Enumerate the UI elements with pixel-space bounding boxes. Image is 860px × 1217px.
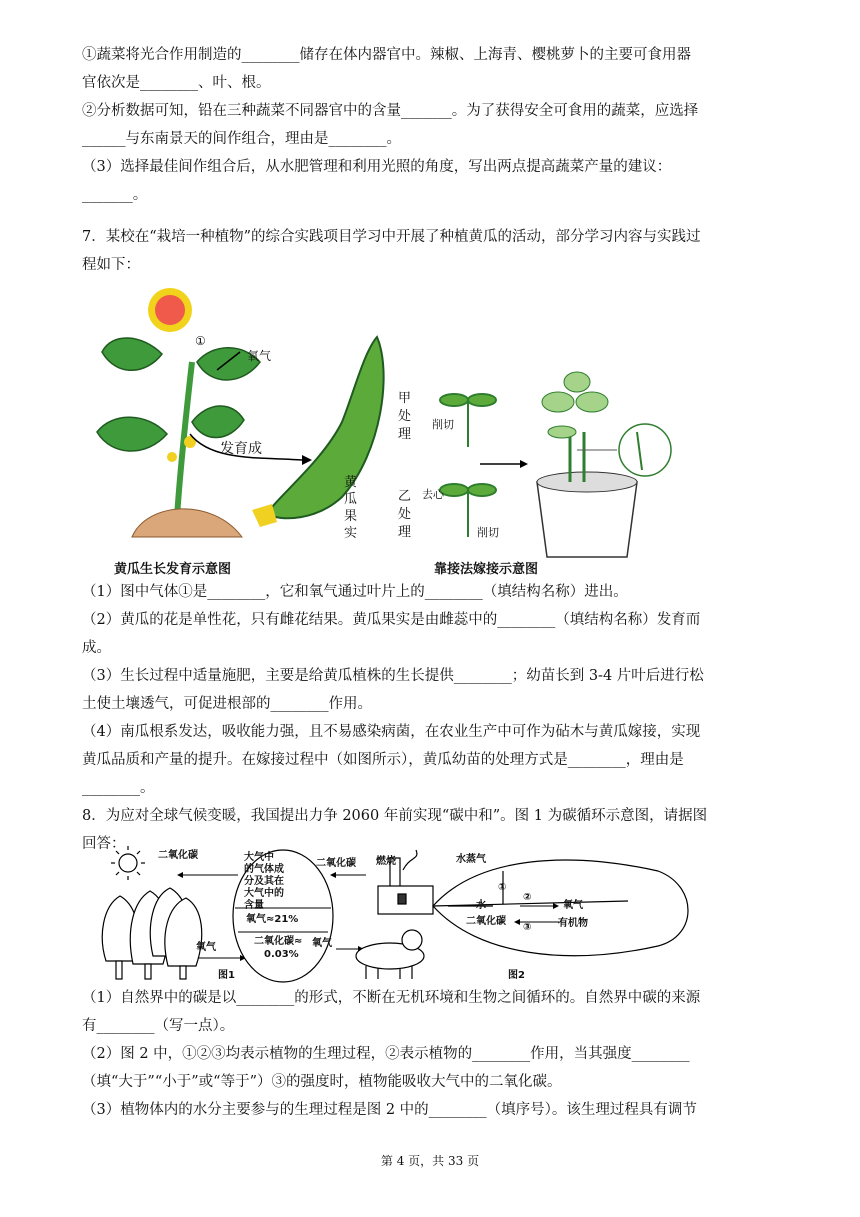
label-fig1: 图1 <box>218 970 235 981</box>
text-line: _______。 <box>82 187 148 203</box>
label-co2-pct-label: 二氧化碳≈ <box>254 936 303 947</box>
caption-graft: 靠接法嫁接示意图 <box>434 562 539 577</box>
label-circle-2: ② <box>523 892 532 903</box>
ellipse-text: 大气中 的气体成 分及其在 大气中的 含量 <box>244 852 284 911</box>
label-burn: 燃烧 <box>376 856 396 867</box>
label-oxygen-right: 氧气 <box>312 938 332 949</box>
cucumber-figure <box>92 282 712 582</box>
text-line: ______与东南景天的间作组合，理由是________。 <box>82 131 401 147</box>
text-line: ①蔬菜将光合作用制造的________储存在体内器官中。辣椒、上海青、樱桃萝卜的主要可食用器 <box>82 47 691 63</box>
text-line: （3）植物体内的水分主要参与的生理过程是图 2 中的________（填序号）。该生理过程具有调节 <box>82 1102 697 1118</box>
label-fig2: 图2 <box>508 970 525 981</box>
label-oxygen-pct: 氧气≈21% <box>246 914 299 925</box>
text-line: （2）黄瓜的花是单性花，只有雌花结果。黄瓜果实是由雌蕊中的________（填结构名称）发育而 <box>82 612 701 628</box>
label-yi: 乙 处 理 <box>398 489 412 540</box>
label-leaf-organic: 有机物 <box>558 918 588 929</box>
text-line: （3）生长过程中适量施肥，主要是给黄瓜植株的生长提供________；幼苗长到 3-4 片叶后进行松 <box>82 668 704 684</box>
question-7-stem: 7．某校在“栽培一种植物”的综合实践项目学习中开展了种植黄瓜的活动，部分学习内容与实践过 <box>82 229 701 245</box>
label-oxygen-left: 氧气 <box>196 942 216 953</box>
text-line: 有________（写一点）。 <box>82 1018 235 1034</box>
text-line: 回答： <box>82 836 126 852</box>
question-8-stem: 8．为应对全球气候变暖，我国提出力争 2060 年前实现“碳中和”。图 1 为碳循环示意图，请据图 <box>82 808 708 824</box>
label-jia: 甲 处 理 <box>398 391 412 442</box>
label-leaf-water: 水 <box>476 900 486 911</box>
label-develop: 发育成 <box>220 441 262 457</box>
text-line: 程如下： <box>82 257 140 273</box>
text-line: ②分析数据可知，铅在三种蔬菜不同器官中的含量_______。为了获得安全可食用的蔬菜，应选择 <box>82 103 699 119</box>
cow-icon <box>356 930 424 979</box>
text-line: 官依次是________、叶、根。 <box>82 75 271 91</box>
label-water-vapor: 水蒸气 <box>456 854 486 865</box>
label-circle-1: ① <box>195 334 206 348</box>
label-co2-mid: 二氧化碳 <box>316 858 356 869</box>
label-circle-3: ③ <box>523 922 532 933</box>
sun-icon <box>111 846 145 880</box>
text-line: ________。 <box>82 780 155 796</box>
label-co2-pct: 0.03% <box>264 949 299 960</box>
sun-icon <box>148 282 192 332</box>
carbon-cycle-figure <box>98 846 778 984</box>
page-footer: 第 4 页，共 33 页 <box>380 1154 480 1168</box>
label-quxin: 去心 <box>422 488 444 501</box>
text-line: 黄瓜品质和产量的提升。在嫁接过程中（如图所示），黄瓜幼苗的处理方式是________，理由是 <box>82 752 684 768</box>
label-leaf-oxygen: 氧气 <box>563 900 583 911</box>
text-line: 成。 <box>82 640 111 656</box>
text-line: （2）图 2 中，①②③均表示植物的生理过程，②表示植物的________作用，当其强度________ <box>82 1046 690 1062</box>
label-cut-1: 削切 <box>432 418 454 431</box>
text-line: （4）南瓜根系发达，吸收能力强，且不易感染病菌，在农业生产中可作为砧木与黄瓜嫁接，实现 <box>82 724 701 740</box>
text-line: （填“大于”“小于”或“等于”）③的强度时，植物能吸收大气中的二氧化碳。 <box>82 1074 562 1090</box>
text-line: （1）自然界中的碳是以________的形式，不断在无机环境和生物之间循环的。自然界中碳的来源 <box>82 990 701 1006</box>
label-co2-left: 二氧化碳 <box>158 850 198 861</box>
caption-growth: 黄瓜生长发育示意图 <box>114 562 232 577</box>
text-line: 土使土壤透气，可促进根部的________作用。 <box>82 696 372 712</box>
label-cut-2: 削切 <box>477 526 499 539</box>
label-oxygen: 氧气 <box>247 349 272 363</box>
text-line: （1）图中气体①是________，它和氧气通过叶片上的________（填结构名称）进出。 <box>82 584 628 600</box>
pot-icon <box>537 372 637 557</box>
zoom-circle-icon <box>619 424 671 476</box>
carbon-cycle-illustration <box>98 846 778 984</box>
label-fruit: 黄 瓜 果 实 <box>344 475 358 541</box>
text-line: （3）选择最佳间作组合后，从水肥管理和利用光照的角度，写出两点提高蔬菜产量的建议： <box>82 159 672 175</box>
cucumber-icon <box>252 337 384 527</box>
trees-icon <box>102 888 201 979</box>
leaf-icon <box>433 860 688 956</box>
label-circle-1: ① <box>498 882 507 893</box>
label-leaf-co2: 二氧化碳 <box>466 916 506 927</box>
